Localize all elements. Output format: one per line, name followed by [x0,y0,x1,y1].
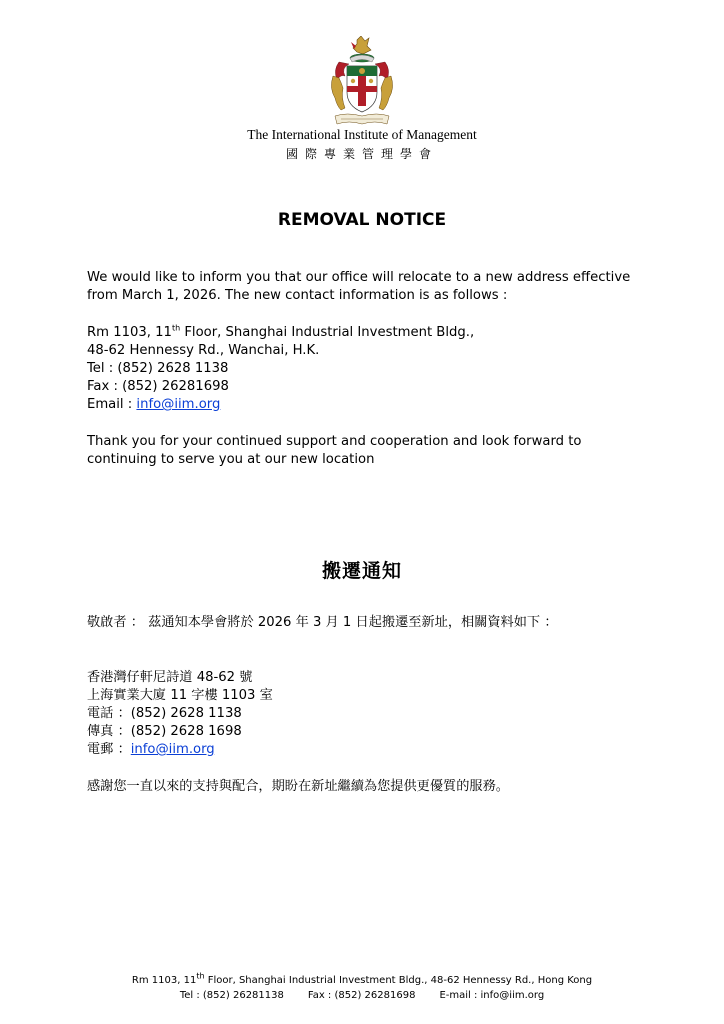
chinese-address-line2: 上海實業大廈 11 字樓 1103 室 [87,688,273,703]
chinese-email-label: 電郵 ： [87,742,131,757]
chinese-intro-paragraph [87,614,647,632]
english-email-label: Email : [87,397,137,412]
organization-name-english: The International Institute of Management [247,127,477,142]
chinese-closing-paragraph [87,778,647,796]
organization-name-chinese: 國際專業管理學會 [285,147,438,161]
footer-address [0,971,724,986]
english-email-line [87,396,647,414]
english-closing-paragraph [87,433,647,469]
chinese-contact-block [87,669,647,759]
english-address-line2: 48-62 Hennessy Rd., Wanchai, H.K. [87,343,320,358]
english-closing-text: Thank you for your continued support and cooperation and look forward to continuing to serve you at our new location [87,434,582,467]
address-line1-b: Floor, Shanghai Industrial Investment Bldg., [180,325,475,340]
notice-title-english: REMOVAL NOTICE [277,210,447,230]
chinese-intro-text: 敬啟者 ： 茲通知本學會將於 2026 年 3 月 1 日起搬遷至新址，相關資料如下 ： [87,615,558,630]
notice-title-chinese: 搬遷通知 [321,560,402,582]
english-tel: Tel : (852) 2628 1138 [87,361,229,376]
footer-address-a: Rm 1103, 11 [131,975,197,986]
chinese-fax: 傳真 ：(852) 2628 1698 [87,724,242,739]
address-line1-a: Rm 1103, 11 [87,325,172,340]
english-contact-block [87,324,647,414]
address-line1-superscript: th [171,323,181,333]
english-fax: Fax : (852) 26281698 [87,379,229,394]
footer-address-b: Floor, Shanghai Industrial Investment Bldg., 48-62 Hennessy Rd., Hong Kong [204,975,593,986]
chinese-tel: 電話 ：(852) 2628 1138 [87,706,242,721]
english-intro-paragraph [87,269,647,305]
chinese-email-line [87,741,647,759]
chinese-email-link[interactable]: info@iim.org [130,742,215,757]
english-address-line1 [87,324,647,342]
footer-fax: Fax : (852) 26281698 [307,990,416,1001]
footer-contacts [0,990,724,1001]
footer-email: E-mail : info@iim.org [439,990,545,1001]
english-intro-text: We would like to inform you that our office will relocate to a new address effective from March 1, 2026. The new contact information is as follows : [87,270,631,303]
chinese-closing-text: 感謝您一直以來的支持與配合，期盼在新址繼續為您提供更優質的服務。 [87,779,509,794]
english-email-link[interactable]: info@iim.org [136,397,221,412]
footer-address-superscript: th [196,971,205,981]
coat-of-arms-logo [327,36,397,128]
chinese-address-line1: 香港灣仔軒尼詩道 48-62 號 [87,670,253,685]
footer-tel: Tel : (852) 26281138 [179,990,284,1001]
